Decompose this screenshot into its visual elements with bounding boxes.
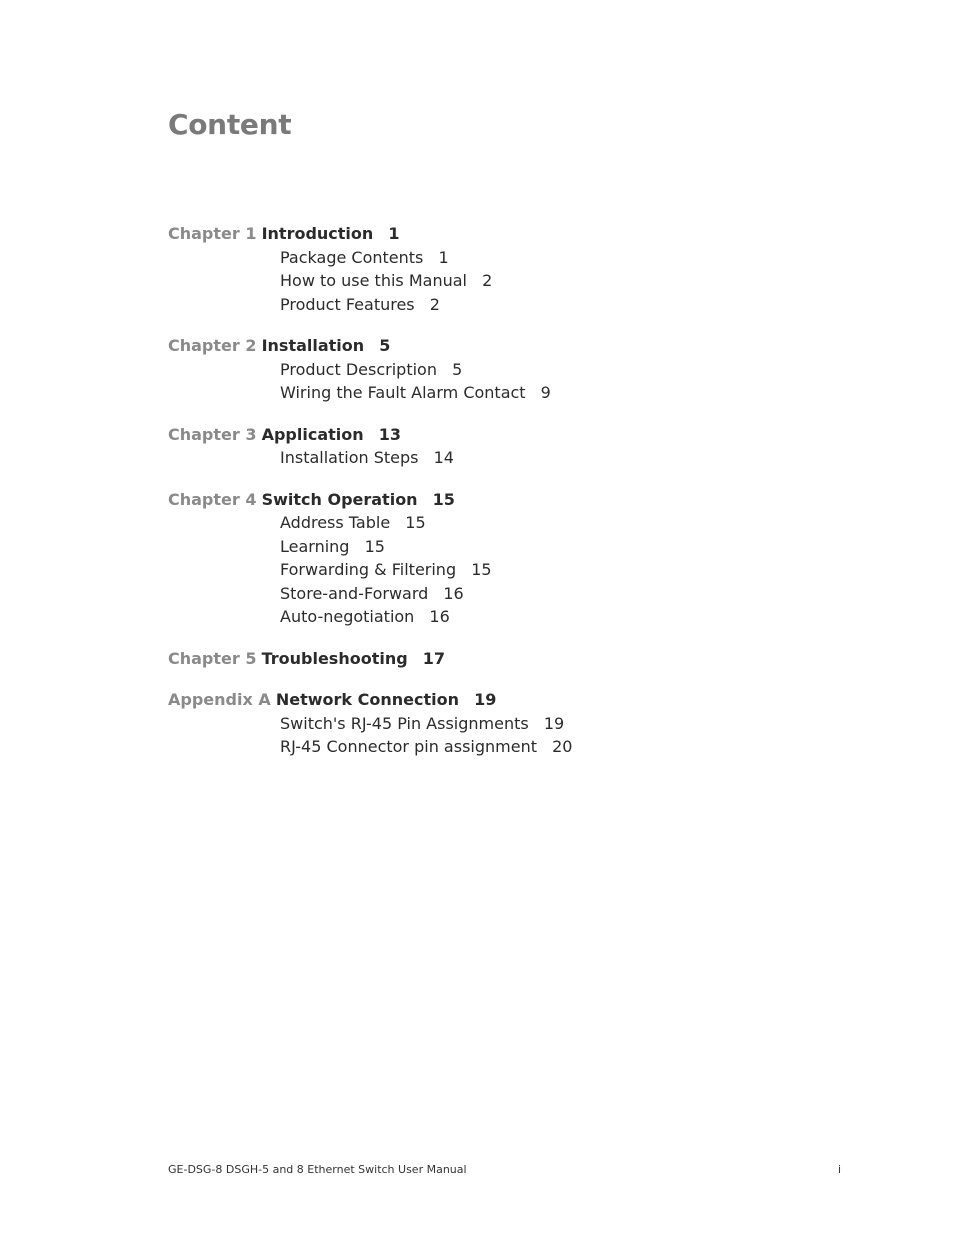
- section-page-number: 1: [438, 247, 449, 267]
- section-title: Forwarding & Filtering: [280, 560, 457, 579]
- section-page-number: 20: [552, 737, 573, 756]
- toc-section[interactable]: [168, 605, 788, 629]
- toc-section[interactable]: [168, 358, 788, 382]
- toc-section[interactable]: [168, 269, 788, 293]
- section-title: Wiring the Fault Alarm Contact: [280, 383, 526, 402]
- toc-chapter-heading[interactable]: [168, 488, 788, 512]
- footer-manual-title: GE-DSG-8 DSGH-5 and 8 Ethernet Switch User Manual: [168, 1163, 467, 1176]
- chapter-title: Installation: [261, 336, 365, 355]
- toc-section[interactable]: [168, 293, 788, 317]
- section-title: Package Contents: [280, 247, 424, 267]
- section-title: Auto-negotiation: [280, 607, 415, 626]
- toc-chapter-heading[interactable]: [168, 688, 788, 712]
- section-title: Installation Steps: [280, 448, 419, 467]
- toc-section[interactable]: [168, 446, 788, 470]
- chapter-title: Application: [261, 424, 364, 444]
- section-title: Store-and-Forward: [280, 583, 429, 603]
- section-title: How to use this Manual: [280, 271, 467, 290]
- chapter-label: Chapter 4: [168, 489, 257, 509]
- toc-chapter-heading[interactable]: [168, 334, 788, 358]
- toc-chapter-4: [168, 488, 788, 629]
- section-page-number: 2: [482, 271, 493, 290]
- toc-appendix-a: [168, 688, 788, 759]
- section-title: Address Table: [280, 513, 391, 532]
- chapter-title: Troubleshooting: [261, 648, 408, 668]
- chapter-label: Chapter 3: [168, 424, 257, 444]
- section-title: RJ-45 Connector pin assignment: [280, 737, 537, 756]
- section-page-number: 15: [471, 560, 492, 579]
- section-page-number: 9: [540, 383, 551, 402]
- toc-chapter-heading[interactable]: [168, 423, 788, 447]
- chapter-label: Chapter 2: [168, 336, 257, 355]
- chapter-label: Chapter 1: [168, 224, 257, 243]
- section-page-number: 15: [364, 536, 385, 556]
- chapter-title: Switch Operation: [261, 489, 418, 509]
- chapter-title: Network Connection: [275, 690, 459, 709]
- section-title: Learning: [280, 536, 350, 556]
- toc-chapter-heading[interactable]: [168, 647, 788, 671]
- toc-chapter-heading[interactable]: [168, 222, 788, 246]
- section-page-number: 19: [543, 713, 565, 733]
- toc-chapter-1: [168, 222, 788, 316]
- chapter-page-number: 13: [378, 424, 401, 444]
- toc-section[interactable]: [168, 582, 788, 606]
- chapter-label: Chapter 5: [168, 648, 257, 668]
- toc-chapter-3: [168, 423, 788, 470]
- toc-section[interactable]: [168, 735, 788, 759]
- chapter-page-number: 15: [432, 489, 455, 509]
- chapter-page-number: 5: [379, 336, 391, 355]
- toc-section[interactable]: [168, 712, 788, 736]
- chapter-page-number: 19: [474, 690, 497, 709]
- section-page-number: 2: [429, 294, 440, 314]
- chapter-label: Appendix A: [168, 690, 271, 709]
- toc-section[interactable]: [168, 246, 788, 270]
- toc-chapter-2: [168, 334, 788, 405]
- section-page-number: 16: [443, 583, 464, 603]
- section-title: Product Description: [280, 359, 437, 379]
- section-title: Switch's RJ-45 Pin Assignments: [280, 713, 529, 733]
- toc-section[interactable]: [168, 535, 788, 559]
- chapter-page-number: 1: [388, 224, 400, 243]
- toc-section[interactable]: [168, 511, 788, 535]
- section-page-number: 5: [452, 359, 463, 379]
- section-page-number: 15: [405, 513, 426, 532]
- table-of-contents: [168, 222, 788, 777]
- toc-chapter-5: [168, 647, 788, 671]
- toc-section[interactable]: [168, 558, 788, 582]
- chapter-page-number: 17: [422, 648, 446, 668]
- chapter-title: Introduction: [261, 224, 374, 243]
- section-title: Product Features: [280, 294, 415, 314]
- footer-page-number: i: [838, 1163, 842, 1176]
- toc-section[interactable]: [168, 381, 788, 405]
- page-title: Content: [168, 108, 292, 141]
- section-page-number: 16: [429, 607, 450, 626]
- section-page-number: 14: [433, 448, 454, 467]
